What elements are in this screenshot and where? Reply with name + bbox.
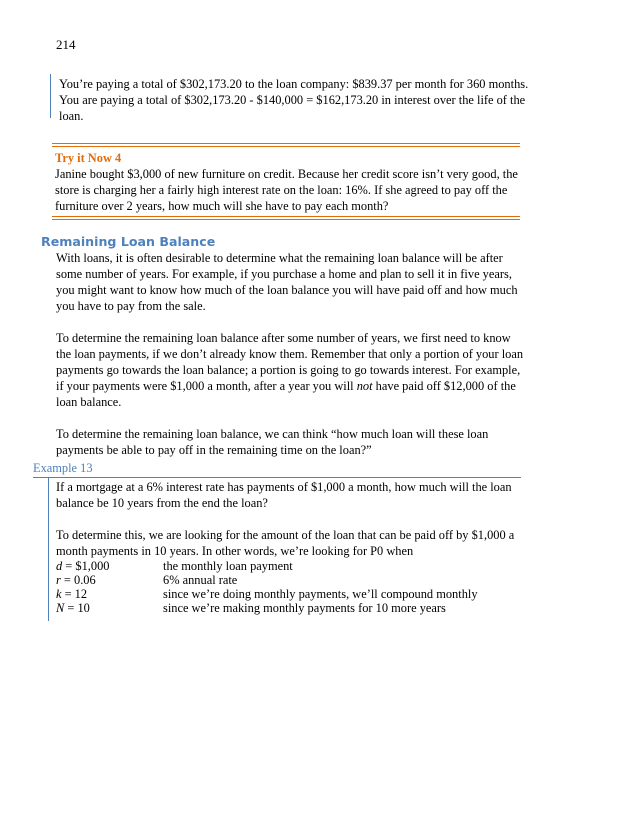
try-it-now-bottom-rule [52, 216, 520, 220]
variable-value: = 0.06 [60, 573, 96, 587]
variable-symbol: d [56, 559, 63, 573]
variable-symbol: N [56, 601, 65, 615]
example-body [56, 479, 524, 615]
example-title: Example 13 [33, 461, 93, 475]
example-top-rule [33, 477, 521, 478]
variable-value: = $1,000 [62, 559, 110, 573]
page-number: 214 [56, 37, 76, 52]
variable-row [56, 587, 478, 601]
variable-description: since we’re making monthly payments for 10 more years [163, 601, 446, 615]
variable-description: the monthly loan payment [163, 559, 293, 573]
example-paragraph-2: To determine this, we are looking for the amount of the loan that can be paid off by $1,000 a month payments in 10 years. In other words, we’re looking for P0 when [56, 528, 515, 558]
variable-row [56, 559, 478, 573]
section-paragraph-3: To determine the remaining loan balance, we can think “how much loan will these loan payments be able to pay off in the remaining time on the loan?” [56, 427, 489, 457]
variable-table [56, 559, 478, 615]
section-paragraph-2-end: have paid off $12,000 of the loan balance. [56, 379, 516, 409]
variable-description: 6% annual rate [163, 573, 238, 587]
try-it-now-text: Janine bought $3,000 of new furniture on credit. Because her credit score isn’t very good, the store is charging her a fairly high interest rate on the loan: 16%. If she agreed to pay off the furniture over 2 years, how much will she have to pay each month? [55, 167, 518, 213]
variable-row [56, 601, 478, 615]
try-it-now-box [52, 143, 520, 220]
emphasis-not: not [356, 379, 373, 393]
section-heading: Remaining Loan Balance [41, 234, 216, 249]
variable-symbol: r [56, 573, 61, 587]
section-paragraph-2-start: To determine the remaining loan balance after some number of years, we first need to know the loan payments, if we don’t already know them. Remember that only a portion of your loan payments go towards the loan balance; a portion is going to go towards interest. For example, if your payments were $1,000 a month, after a year you will [56, 331, 524, 393]
variable-value: = 10 [64, 601, 90, 615]
example-paragraph-1: If a mortgage at a 6% interest rate has payments of $1,000 a month, how much will the loan balance be 10 years from the end the loan? [56, 480, 512, 510]
section-body [56, 250, 526, 474]
variable-value: = 12 [61, 587, 88, 601]
try-it-now-top-rule [52, 143, 520, 147]
section-paragraph-1: With loans, it is often desirable to determine what the remaining loan balance will be after some number of years. For example, if you purchase a home and plan to sell it in five years, you might want to know how much of the loan balance you will have paid off and how much you have to pay from the sale. [56, 251, 518, 313]
variable-symbol: k [56, 587, 62, 601]
variable-row [56, 573, 478, 587]
section-paragraph-2 [56, 330, 526, 410]
continuation-block [50, 74, 531, 123]
continuation-text: You’re paying a total of $302,173.20 to the loan company: $839.37 per month for 360 months. You are paying a total of $302,173.20 - $140,000 = $162,173.20 in interest over the life of the loan. [59, 77, 529, 123]
try-it-now-title: Try it Now 4 [55, 151, 122, 165]
example-left-rule [48, 478, 49, 621]
variable-description: since we’re doing monthly payments, we’ll compound monthly [163, 587, 478, 601]
